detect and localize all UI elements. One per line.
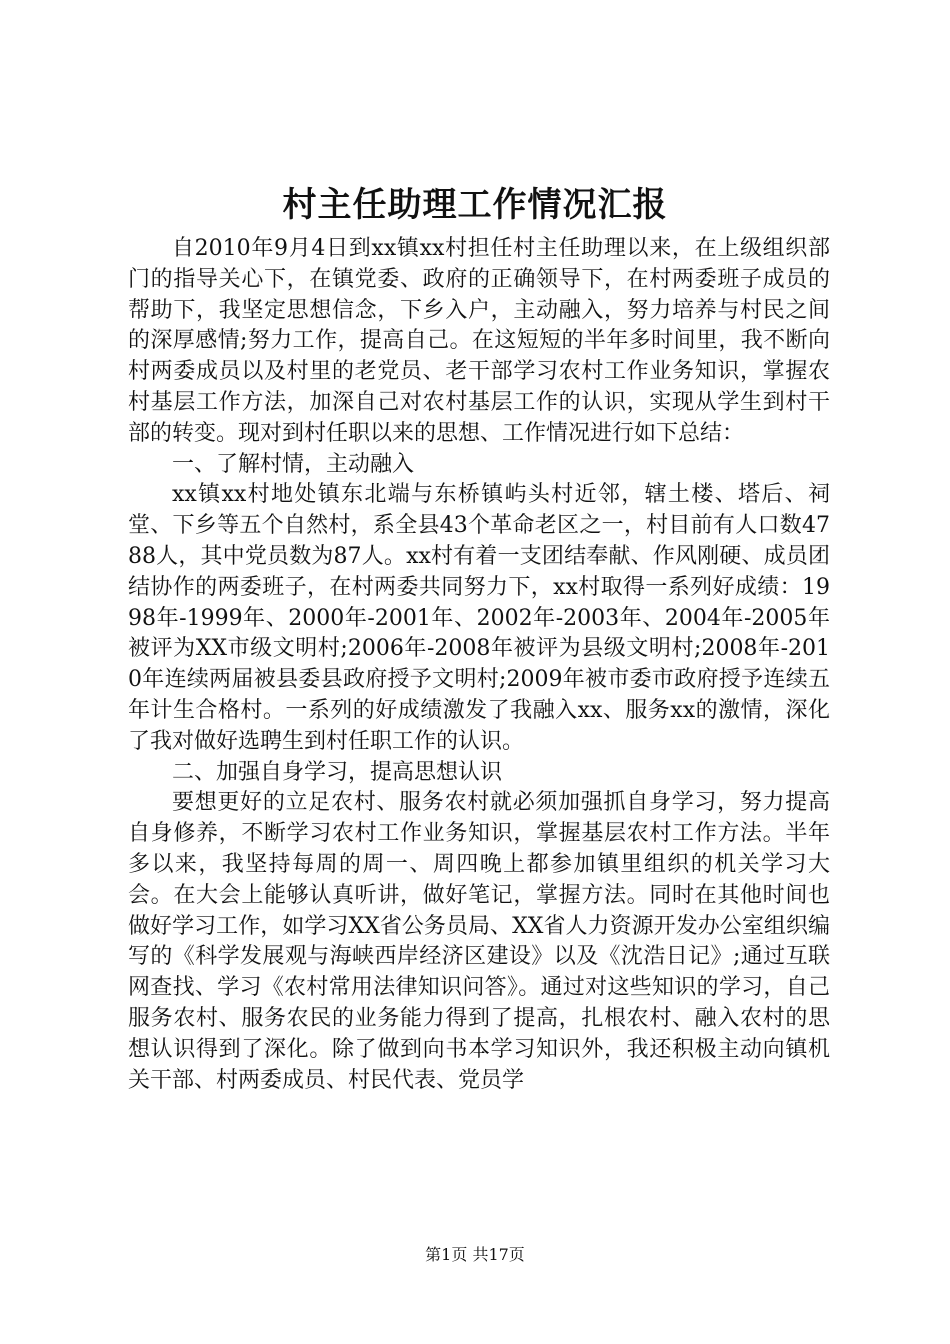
page-number-footer: 第1页 共17页	[425, 1245, 525, 1264]
document-title: 村主任助理工作情况汇报	[282, 185, 668, 225]
paragraph-intro: 自2010年9月4日到xx镇xx村担任村主任助理以来，在上级组织部门的指导关心下，在镇党委、政府的正确领导下，在村两委班子成员的帮助下，我坚定思想信念，下乡入户，主动融入，努力培养与村民之间的深厚感情;努力工作，提高自己。在这短短的半年多时间里，我不断向村两委成员以及村里的老党员、老干部学习农村工作业务知识，掌握农村基层工作方法，加深自己对农村基层工作的认识，实现从学生到村干部的转变。现对到村任职以来的思想、工作情况进行如下总结：	[128, 236, 830, 446]
paragraph-village-info: xx镇xx村地处镇东北端与东桥镇屿头村近邻，辖土楼、塔后、祠堂、下乡等五个自然村，系全县43个革命老区之一，村目前有人口数4788人，其中党员数为87人。xx村有着一支团结奉献、作风刚硬、成员团结协作的两委班子，在村两委共同努力下，xx村取得一系列好成绩：1998年-1999年、2000年-2001年、2002年-2003年、2004年-2005年被评为XX市级文明村;2006年-2008年被评为县级文明村;2008年-2010年连续两届被县委县政府授予文明村;2009年被市委市政府授予连续五年计生合格村。一系列的好成绩激发了我融入xx、服务xx的激情，深化了我对做好选聘生到村任职工作的认识。	[128, 482, 830, 754]
paragraph-study: 要想更好的立足农村、服务农村就必须加强抓自身学习，努力提高自身修养，不断学习农村工作业务知识，掌握基层农村工作方法。半年多以来，我坚持每周的周一、周四晚上都参加镇里组织的机关学习大会。在大会上能够认真听讲，做好笔记，掌握方法。同时在其他时间也做好学习工作，如学习XX省公务员局、XX省人力资源开发办公室组织编写的《科学发展观与海峡西岸经济区建设》以及《沈浩日记》;通过互联网查找、学习《农村常用法律知识问答》。通过对这些知识的学习，自己服务农村、服务农民的业务能力得到了提高，扎根农村、融入农村的思想认识得到了深化。除了做到向书本学习知识外，我还积极主动向镇机关干部、村两委成员、村民代表、党员学	[128, 790, 830, 1093]
section-heading-1: 一、了解村情，主动融入	[172, 451, 415, 477]
document-body	[128, 234, 830, 1096]
section-heading-2: 二、加强自身学习，提高思想认识	[172, 759, 503, 785]
